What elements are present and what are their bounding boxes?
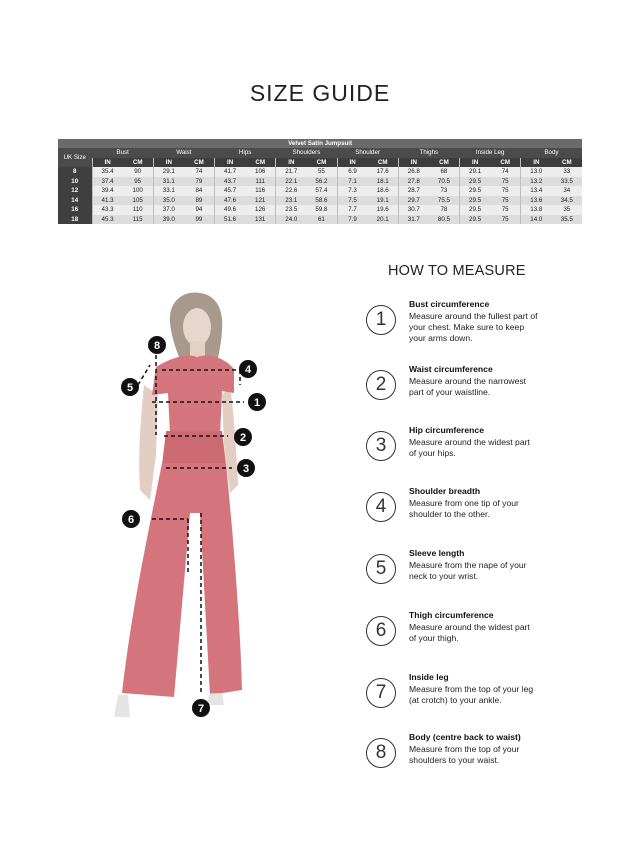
marker-8 [148, 336, 166, 354]
measurement-cell: 84 [184, 186, 215, 196]
measurement-cell: 6.9 [337, 167, 368, 177]
measurement-cell: 30.7 [398, 205, 429, 215]
measurement-cell: 19.6 [368, 205, 399, 215]
measurement-cell: 75 [490, 177, 521, 187]
measurement-cell: 70.5 [429, 177, 460, 187]
unit-cm-header: CM [184, 158, 215, 168]
step-line: Measure from the top of your [409, 744, 520, 754]
step-line: of your thigh. [409, 633, 459, 643]
step-line: neck to your wrist. [409, 571, 479, 581]
size-cell: 16 [58, 205, 92, 215]
measurement-cell: 35.4 [92, 167, 123, 177]
measurement-cell: 29.5 [460, 196, 491, 206]
measurement-cell: 7.7 [337, 205, 368, 215]
measurement-cell: 31.1 [153, 177, 184, 187]
measurement-cell: 68 [429, 167, 460, 177]
size-cell: 12 [58, 186, 92, 196]
step-number-circle: 1 [366, 305, 396, 335]
step-description [409, 498, 549, 520]
measurement-cell: 19.1 [368, 196, 399, 206]
step-description [409, 560, 549, 582]
measurement-cell: 74 [184, 167, 215, 177]
size-table [58, 139, 582, 224]
marker-2 [234, 428, 252, 446]
measurement-cell: 18.6 [368, 186, 399, 196]
measurement-cell: 35.5 [551, 215, 582, 225]
measurement-cell: 59.8 [306, 205, 337, 215]
measurement-cell: 17.6 [368, 167, 399, 177]
measurement-cell: 43.7 [215, 177, 246, 187]
step-description [409, 684, 549, 706]
group-header-row [58, 148, 582, 158]
measurement-cell: 75 [490, 205, 521, 215]
measurement-cell: 49.6 [215, 205, 246, 215]
size-table-body [58, 167, 582, 224]
step-heading: Waist circumference [409, 364, 493, 374]
measurement-cell: 20.1 [368, 215, 399, 225]
step-line: Measure around the widest part [409, 437, 530, 447]
measurement-cell: 31.7 [398, 215, 429, 225]
step-line: shoulder to the other. [409, 509, 490, 519]
measurement-cell: 22.6 [276, 186, 307, 196]
measurement-cell: 110 [123, 205, 154, 215]
step-description [409, 376, 549, 398]
page-title: SIZE GUIDE [249, 80, 391, 106]
measurement-cell: 29.5 [460, 205, 491, 215]
step-line: part of your waistline. [409, 387, 491, 397]
step-number-circle: 3 [366, 431, 396, 461]
model-figure [100, 285, 300, 730]
step-description [409, 744, 549, 766]
unit-in-header: IN [398, 158, 429, 168]
unit-in-header: IN [215, 158, 246, 168]
right-foot [206, 693, 224, 705]
group-thighs: Thighs [398, 148, 459, 158]
step-description [409, 311, 549, 344]
measurement-cell: 7.3 [337, 186, 368, 196]
step-heading: Inside leg [409, 672, 449, 682]
measurement-cell: 116 [245, 186, 276, 196]
measurement-cell: 73 [429, 186, 460, 196]
step-description [409, 437, 549, 459]
measurement-cell: 13.6 [521, 196, 552, 206]
step-line: Measure around the widest part [409, 622, 530, 632]
unit-cm-header: CM [245, 158, 276, 168]
jumpsuit-pants [122, 463, 242, 697]
measurement-cell: 95 [123, 177, 154, 187]
table-row [58, 177, 582, 187]
unit-cm-header: CM [551, 158, 582, 168]
step-number-circle: 5 [366, 554, 396, 584]
measurement-cell: 7.1 [337, 177, 368, 187]
measurement-cell: 51.6 [215, 215, 246, 225]
step-number-circle: 6 [366, 616, 396, 646]
measurement-cell: 13.2 [521, 177, 552, 187]
measurement-cell: 29.5 [460, 186, 491, 196]
step-heading: Shoulder breadth [409, 486, 481, 496]
measurement-cell: 29.1 [460, 167, 491, 177]
measurement-cell: 34 [551, 186, 582, 196]
unit-cm-header: CM [429, 158, 460, 168]
svg-text:6: 6 [127, 514, 135, 526]
group-bust: Bust [92, 148, 153, 158]
svg-text:1: 1 [253, 397, 261, 409]
measurement-cell: 80.5 [429, 215, 460, 225]
measurement-cell: 89 [184, 196, 215, 206]
unit-in-header: IN [153, 158, 184, 168]
table-row [58, 196, 582, 206]
measurement-cell: 28.7 [398, 186, 429, 196]
measurement-cell: 39.0 [153, 215, 184, 225]
measurement-cell: 29.1 [153, 167, 184, 177]
measurement-cell: 7.5 [337, 196, 368, 206]
marker-3 [237, 459, 255, 477]
group-shoulders: Shoulders [276, 148, 337, 158]
measurement-cell: 56.2 [306, 177, 337, 187]
step-line: shoulders to your waist. [409, 755, 500, 765]
unit-cm-header: CM [306, 158, 337, 168]
measurement-cell: 111 [245, 177, 276, 187]
model-illustration [100, 285, 300, 730]
measurement-cell: 74 [490, 167, 521, 177]
measurement-cell: 13.8 [521, 205, 552, 215]
svg-text:3: 3 [242, 463, 250, 475]
measurement-cell: 35 [551, 205, 582, 215]
measurement-cell: 22.1 [276, 177, 307, 187]
step-number-circle: 7 [366, 678, 396, 708]
neck [190, 341, 205, 357]
marker-1 [248, 393, 266, 411]
size-header: UK Size [58, 148, 92, 167]
unit-cm-header: CM [490, 158, 521, 168]
measurement-cell: 29.7 [398, 196, 429, 206]
measurement-cell: 100 [123, 186, 154, 196]
measurement-cell: 115 [123, 215, 154, 225]
left-foot [114, 695, 130, 717]
measurement-cell: 126 [245, 205, 276, 215]
measurement-cell: 41.7 [215, 167, 246, 177]
size-cell: 8 [58, 167, 92, 177]
measurement-cell: 29.5 [460, 215, 491, 225]
table-row [58, 205, 582, 215]
step-number-circle: 8 [366, 738, 396, 768]
svg-text:2: 2 [239, 432, 247, 444]
jumpsuit-top [152, 355, 234, 435]
unit-cm-header: CM [123, 158, 154, 168]
unit-in-header: IN [276, 158, 307, 168]
measurement-cell: 75.5 [429, 196, 460, 206]
step-number-circle: 2 [366, 370, 396, 400]
measurement-cell: 99 [184, 215, 215, 225]
face [183, 308, 211, 346]
unit-in-header: IN [460, 158, 491, 168]
measurement-cell: 29.5 [460, 177, 491, 187]
measurement-cell: 90 [123, 167, 154, 177]
step-line: your chest. Make sure to keep [409, 322, 525, 332]
measurement-cell: 34.5 [551, 196, 582, 206]
step-line: Measure around the fullest part of [409, 311, 538, 321]
step-line: Measure from the top of your leg [409, 684, 534, 694]
table-row [58, 167, 582, 177]
step-line: Measure around the narrowest [409, 376, 527, 386]
measurement-cell: 106 [245, 167, 276, 177]
step-heading: Bust circumference [409, 299, 490, 309]
measurement-cell: 43.3 [92, 205, 123, 215]
measurement-cell: 33.1 [153, 186, 184, 196]
measurement-cell: 79 [184, 177, 215, 187]
measurement-cell: 39.4 [92, 186, 123, 196]
measurement-cell: 37.4 [92, 177, 123, 187]
marker-4 [239, 360, 257, 378]
measurement-cell: 45.3 [92, 215, 123, 225]
size-cell: 14 [58, 196, 92, 206]
unit-in-header: IN [521, 158, 552, 168]
measurement-cell: 78 [429, 205, 460, 215]
product-row [58, 139, 582, 148]
measurement-cell: 57.4 [306, 186, 337, 196]
measurement-cell: 27.8 [398, 177, 429, 187]
svg-text:8: 8 [153, 340, 161, 352]
measurement-cell: 35.0 [153, 196, 184, 206]
step-line: your arms down. [409, 333, 473, 343]
measurement-cell: 75 [490, 186, 521, 196]
measurement-cell: 26.8 [398, 167, 429, 177]
measurement-cell: 61 [306, 215, 337, 225]
marker-7 [192, 699, 210, 717]
measurement-cell: 33.5 [551, 177, 582, 187]
size-cell: 10 [58, 177, 92, 187]
measurement-cell: 75 [490, 196, 521, 206]
group-waist: Waist [153, 148, 214, 158]
step-number-circle: 4 [366, 492, 396, 522]
table-row [58, 215, 582, 225]
svg-text:5: 5 [126, 382, 134, 394]
unit-header-row [58, 158, 582, 168]
measurement-cell: 33 [551, 167, 582, 177]
measurement-cell: 131 [245, 215, 276, 225]
measurement-cell: 23.1 [276, 196, 307, 206]
group-hips: Hips [215, 148, 276, 158]
table-row [58, 186, 582, 196]
marker-6 [122, 510, 140, 528]
step-heading: Thigh circumference [409, 610, 494, 620]
unit-cm-header: CM [368, 158, 399, 168]
measurement-cell: 94 [184, 205, 215, 215]
product-name: Velvet Satin Jumpsuit [58, 139, 582, 148]
measurement-cell: 55 [306, 167, 337, 177]
measurement-cell: 121 [245, 196, 276, 206]
unit-in-header: IN [337, 158, 368, 168]
measurement-cell: 23.5 [276, 205, 307, 215]
measurement-cell: 14.0 [521, 215, 552, 225]
step-line: Measure from one tip of your [409, 498, 519, 508]
step-heading: Sleeve length [409, 548, 465, 558]
step-line: (at crotch) to your ankle. [409, 695, 502, 705]
measurement-cell: 18.1 [368, 177, 399, 187]
svg-text:7: 7 [197, 703, 205, 715]
step-description [409, 622, 549, 644]
step-heading: Body (centre back to waist) [409, 732, 521, 742]
measurement-cell: 21.7 [276, 167, 307, 177]
unit-in-header: IN [92, 158, 123, 168]
measurement-cell: 45.7 [215, 186, 246, 196]
group-shoulder: Shoulder [337, 148, 398, 158]
measurement-cell: 24.0 [276, 215, 307, 225]
measurement-cell: 75 [490, 215, 521, 225]
measurement-cell: 7.9 [337, 215, 368, 225]
measurement-cell: 41.3 [92, 196, 123, 206]
measurement-cell: 58.6 [306, 196, 337, 206]
measurement-cell: 13.0 [521, 167, 552, 177]
step-heading: Hip circumference [409, 425, 484, 435]
size-cell: 18 [58, 215, 92, 225]
svg-text:4: 4 [244, 364, 252, 376]
group-body: Body [521, 148, 582, 158]
measurement-cell: 13.4 [521, 186, 552, 196]
marker-5 [121, 378, 139, 396]
how-to-measure-title: HOW TO MEASURE [388, 263, 526, 279]
measurement-cell: 105 [123, 196, 154, 206]
group-inside-leg: Inside Leg [460, 148, 521, 158]
measurement-cell: 37.0 [153, 205, 184, 215]
step-line: Measure from the nape of your [409, 560, 527, 570]
measurement-cell: 47.6 [215, 196, 246, 206]
step-line: of your hips. [409, 448, 456, 458]
